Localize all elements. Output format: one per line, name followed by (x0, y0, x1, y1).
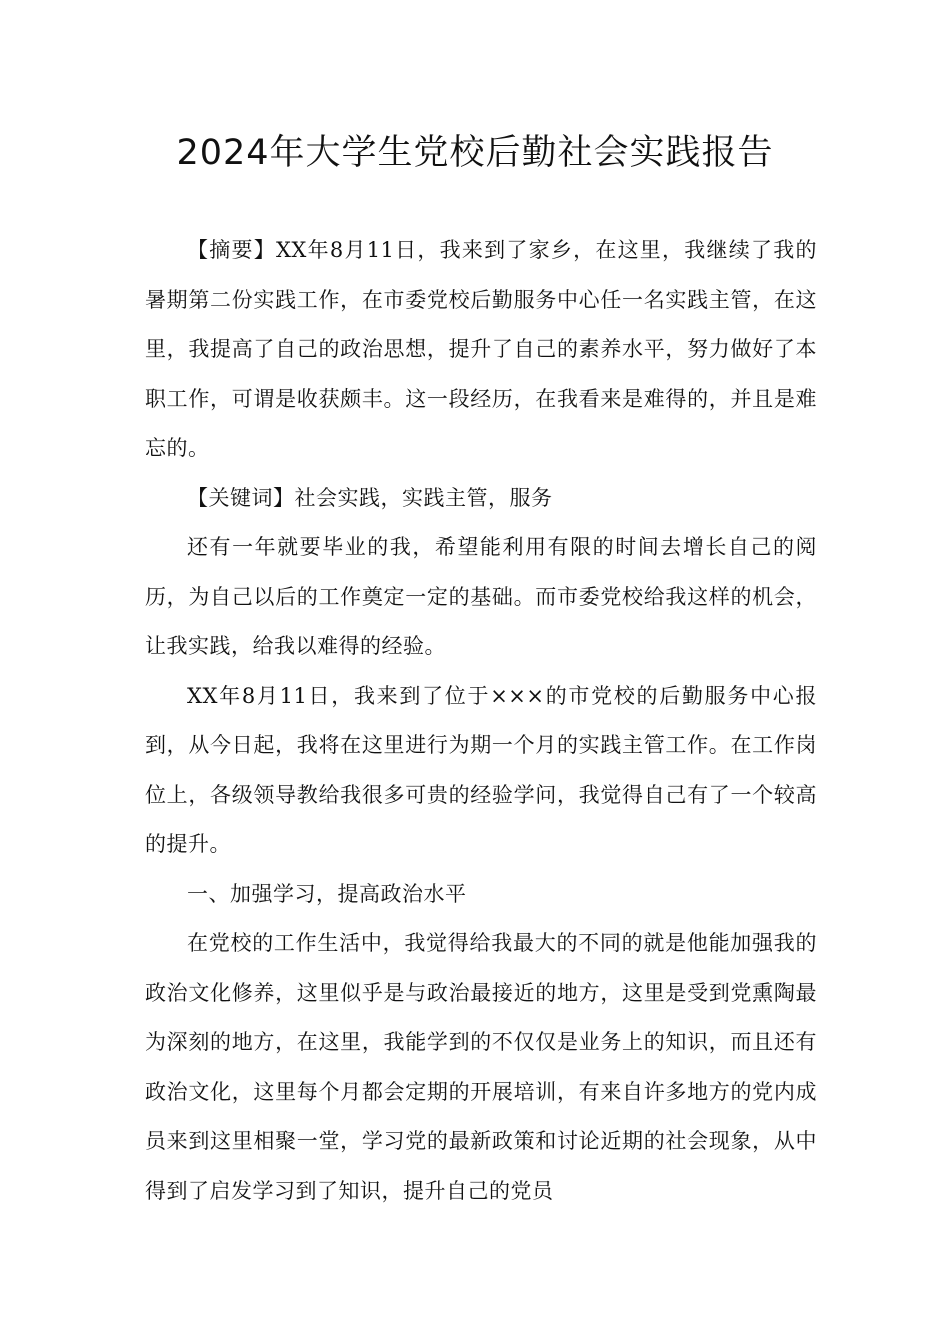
document-title: 2024年大学生党校后勤社会实践报告 (176, 133, 774, 173)
keywords-paragraph: 【关键词】社会实践，实践主管，服务 (187, 485, 553, 510)
body-paragraph: 还有一年就要毕业的我，希望能利用有限的时间去增长自己的阅历，为自己以后的工作奠定一定的基础。而市委党校给我这样的机会，让我实践，给我以难得的经验。 (145, 535, 817, 658)
body-paragraph: 在党校的工作生活中，我觉得给我最大的不同的就是他能加强我的政治文化修养，这里似乎是与政治最接近的地方，这里是受到党熏陶最为深刻的地方，在这里，我能学到的不仅仅是业务上的知识，而且还有政治文化，这里每个月都会定期的开展培训，有来自许多地方的党内成员来到这里相聚一堂，学习党的最新政策和讨论近期的社会现象，从中得到了启发学习到了知识，提升自己的党员 (145, 931, 817, 1203)
section-heading: 一、加强学习，提高政治水平 (187, 881, 467, 906)
body-paragraph: XX年8月11日，我来到了位于×××的市党校的后勤服务中心报到，从今日起，我将在这里进行为期一个月的实践主管工作。在工作岗位上，各级领导教给我很多可贵的经验学问，我觉得自己有了一个较高的提升。 (145, 683, 817, 856)
abstract-paragraph: 【摘要】XX年8月11日，我来到了家乡，在这里，我继续了我的暑期第二份实践工作，在市委党校后勤服务中心任一名实践主管，在这里，我提高了自己的政治思想，提升了自己的素养水平，努力做好了本职工作，可谓是收获颇丰。这一段经历，在我看来是难得的，并且是难忘的。 (145, 238, 817, 460)
document-body (145, 226, 817, 1216)
